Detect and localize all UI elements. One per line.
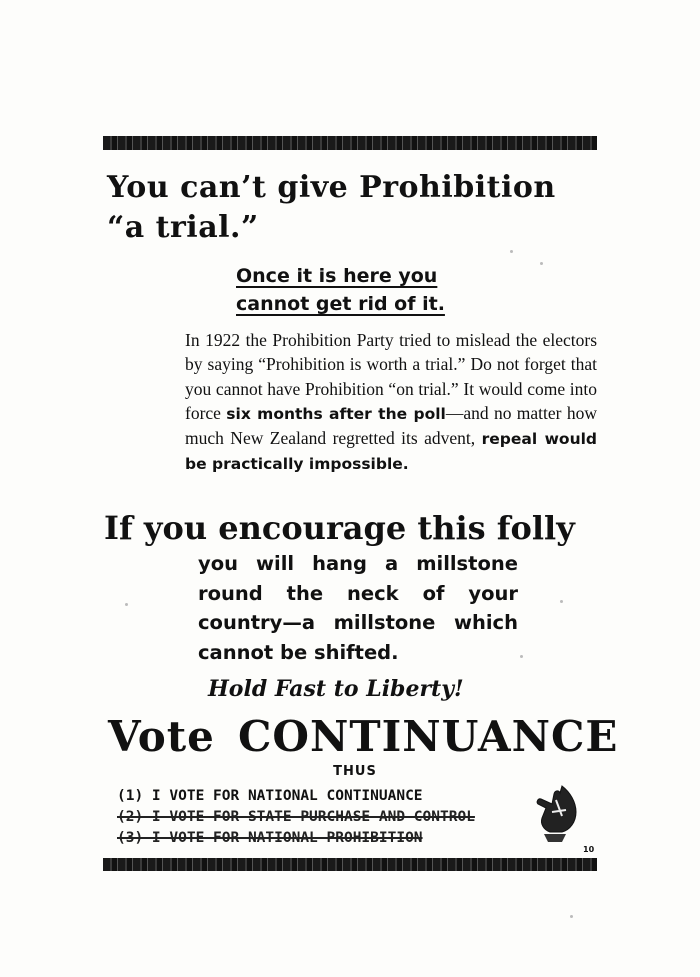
ballot-option-prohibition: (3) I VOTE FOR NATIONAL PROHIBITION: [117, 830, 423, 846]
headline-line-1: You can’t give Prohibition: [107, 170, 556, 205]
paper-speckle: [510, 250, 513, 253]
main-headline: [107, 168, 607, 248]
paper-speckle: [570, 915, 573, 918]
page-number: 10: [583, 845, 595, 854]
top-border-rule: [103, 136, 597, 150]
sample-ballot: [117, 786, 587, 849]
folly-headline: If you encourage this folly: [104, 509, 575, 547]
paper-speckle: [540, 262, 543, 265]
ballot-option-continuance: (1) I VOTE FOR NATIONAL CONTINUANCE: [117, 788, 423, 804]
vote-word: Vote: [108, 712, 215, 761]
ballot-option-state-purchase: (2) I VOTE FOR STATE PURCHASE AND CONTROL: [117, 809, 475, 825]
thus-label: THUS: [333, 764, 377, 779]
pointing-hand-icon: [532, 782, 580, 844]
continuance-word: CONTINUANCE: [238, 712, 619, 761]
headline-line-2: “a trial.”: [107, 210, 259, 245]
subheadline: [236, 262, 476, 318]
paper-speckle: [560, 600, 563, 603]
body-text-part-1: In 1922 the Prohibition Party tried to mislead the electors by saying “Prohibition is worth a trial.” Do not forget that you cannot have Prohibition “on trial.” It would come into force: [185, 330, 597, 423]
paper-speckle: [125, 603, 128, 606]
body-bold-six-months: six months after the poll: [226, 404, 446, 423]
body-bold-repeal: repeal would be practically impossible.: [185, 430, 598, 474]
body-paragraph: [185, 328, 597, 477]
liberty-slogan: Hold Fast to Liberty!: [208, 676, 464, 702]
bottom-border-rule: [103, 858, 597, 871]
subhead-line-2: cannot get rid of it.: [236, 293, 445, 315]
vote-continuance-title: [108, 711, 619, 763]
millstone-warning: you will hang a millstone round the neck of your country—a millstone which cannot be shifted.: [198, 552, 518, 664]
body-text-part-2: —and no matter how much New Zealand regretted its advent,: [185, 402, 597, 449]
paper-speckle: [520, 655, 523, 658]
subhead-line-1: Once it is here you: [236, 265, 438, 287]
